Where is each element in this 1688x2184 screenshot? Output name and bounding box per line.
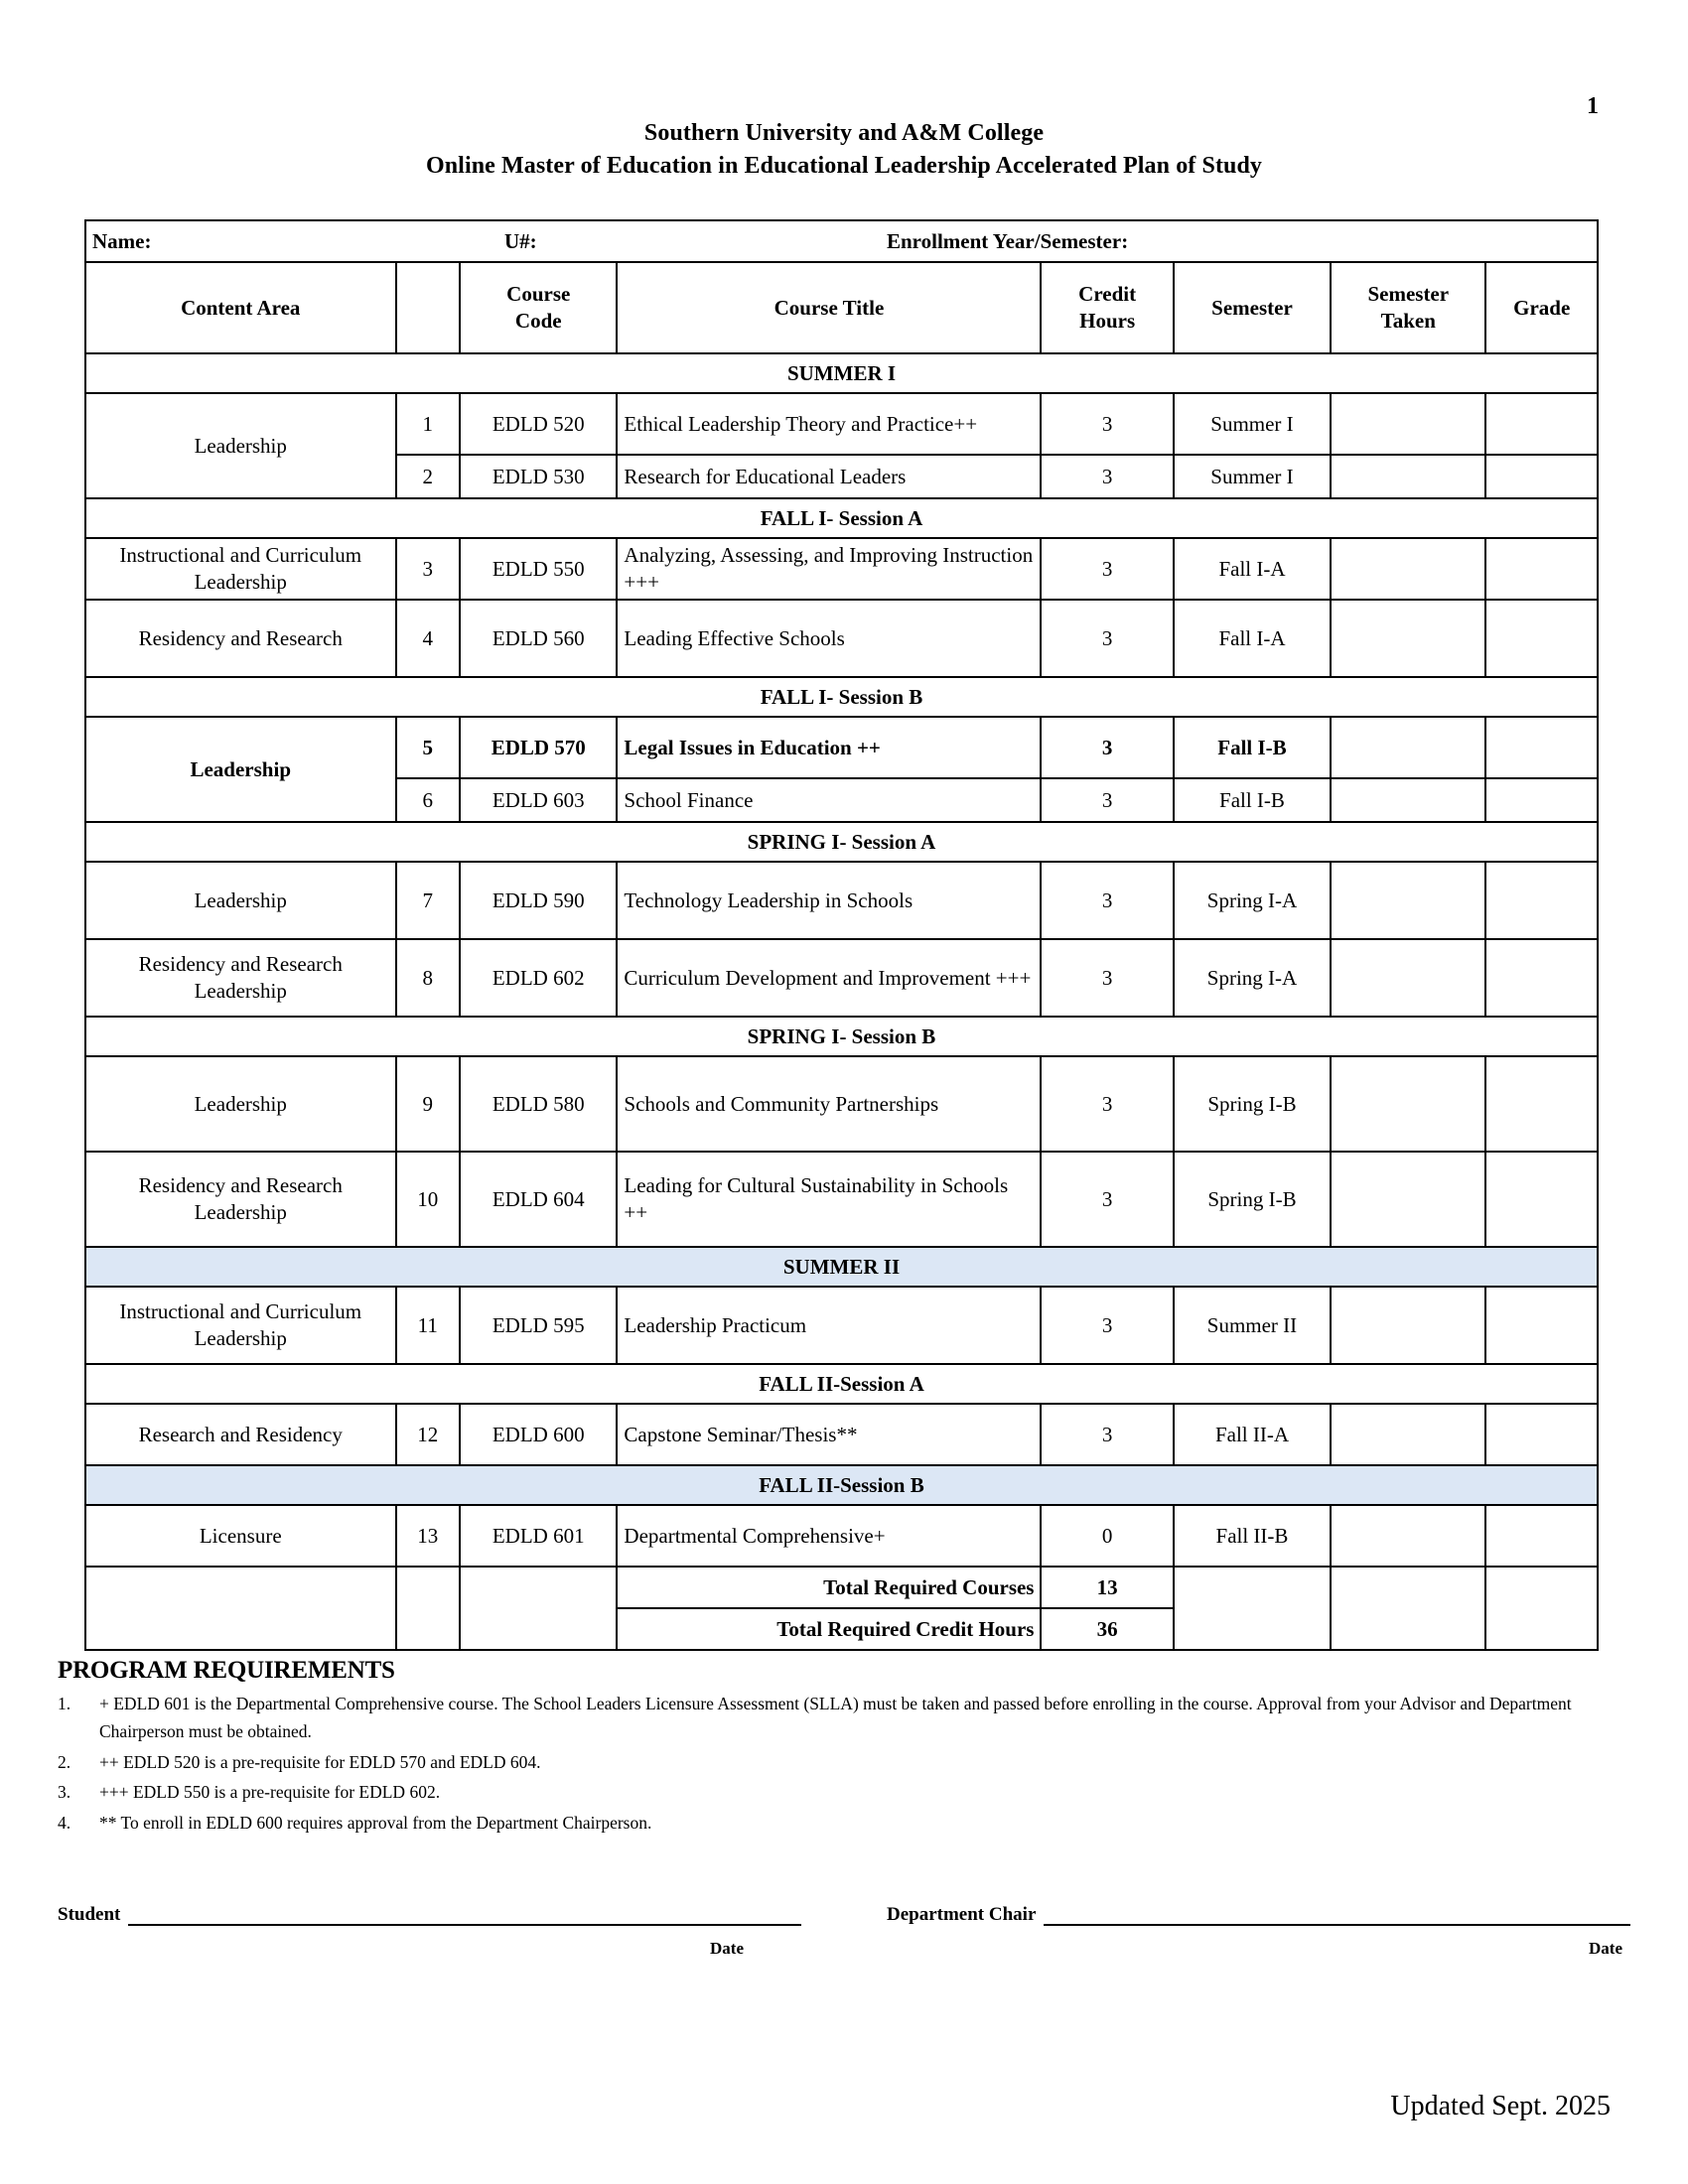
plan-of-study-table	[84, 219, 1599, 1651]
identity-row	[85, 220, 1598, 262]
header-course-code	[460, 262, 617, 353]
table-row	[85, 717, 1598, 778]
row-semester: Summer I	[1174, 393, 1331, 455]
table-row	[85, 1287, 1598, 1364]
totals-blank-semester	[1174, 1567, 1331, 1650]
row-index: 13	[396, 1505, 461, 1567]
row-credit-hours: 3	[1041, 455, 1173, 498]
row-credit-hours: 3	[1041, 939, 1173, 1017]
header-index	[396, 262, 461, 353]
department-chair-signature-field[interactable]	[1044, 1900, 1630, 1926]
totals-blank-area	[85, 1567, 396, 1650]
requirement-text: +++ EDLD 550 is a pre-requisite for EDLD 602.	[99, 1782, 441, 1803]
row-grade[interactable]	[1485, 862, 1598, 939]
signature-section	[58, 1900, 1630, 1959]
footer-updated-date: Updated Sept. 2025	[1390, 2091, 1611, 2121]
student-label: Student	[58, 1904, 121, 1926]
table-row	[85, 1404, 1598, 1465]
row-content-area: Licensure	[85, 1505, 396, 1567]
requirement-text: + EDLD 601 is the Departmental Comprehensive course. The School Leaders Licensure Assessment (SLLA) must be taken and passed before enrolling in the course. Approval from your Advisor and Department Chairperson must be obtained.	[99, 1694, 1572, 1741]
section-band-spring-i-b	[85, 1017, 1598, 1056]
row-index: 8	[396, 939, 461, 1017]
row-index: 3	[396, 538, 461, 600]
row-semester-taken[interactable]	[1331, 455, 1485, 498]
totals-blank-taken	[1331, 1567, 1485, 1650]
section-band-fall-ii-b	[85, 1465, 1598, 1505]
row-course-title: School Finance	[617, 778, 1041, 822]
student-signature-group	[58, 1900, 801, 1959]
department-chair-signature-group	[887, 1900, 1630, 1959]
identity-row-cell[interactable]	[85, 220, 1598, 262]
row-course-code: EDLD 580	[460, 1056, 617, 1152]
row-course-title: Analyzing, Assessing, and Improving Instruction +++	[617, 538, 1041, 600]
header-credit-hours-line2: Hours	[1079, 309, 1136, 334]
row-semester: Spring I-B	[1174, 1152, 1331, 1247]
u-number-label: U#:	[504, 228, 537, 253]
row-semester-taken[interactable]	[1331, 1505, 1485, 1567]
row-course-title: Leading for Cultural Sustainability in Schools ++	[617, 1152, 1041, 1247]
header-course-code-line2: Code	[514, 309, 562, 334]
header-course-code-line1: Course	[506, 282, 571, 307]
row-course-code: EDLD 604	[460, 1152, 617, 1247]
row-grade[interactable]	[1485, 1056, 1598, 1152]
row-content-area: Instructional and Curriculum Leadership	[85, 1287, 396, 1364]
total-required-credit-hours-value: 36	[1041, 1608, 1173, 1650]
requirement-item	[58, 1749, 1628, 1777]
table-row	[85, 862, 1598, 939]
row-grade[interactable]	[1485, 1287, 1598, 1364]
row-semester-taken[interactable]	[1331, 393, 1485, 455]
section-band-label: FALL II-Session A	[85, 1364, 1598, 1404]
department-chair-signature-line	[887, 1900, 1630, 1926]
student-date-label: Date	[710, 1939, 744, 1959]
header-credit-hours	[1041, 262, 1173, 353]
row-credit-hours: 3	[1041, 717, 1173, 778]
row-content-area: Residency and Research Leadership	[85, 939, 396, 1017]
row-semester: Fall I-A	[1174, 538, 1331, 600]
section-band-label: SPRING I- Session A	[85, 822, 1598, 862]
student-signature-field[interactable]	[128, 1900, 801, 1926]
row-credit-hours: 3	[1041, 600, 1173, 677]
section-band-fall-i-a	[85, 498, 1598, 538]
row-grade[interactable]	[1485, 393, 1598, 455]
row-grade[interactable]	[1485, 778, 1598, 822]
row-semester-taken[interactable]	[1331, 939, 1485, 1017]
table-row	[85, 538, 1598, 600]
row-index: 10	[396, 1152, 461, 1247]
row-credit-hours: 3	[1041, 393, 1173, 455]
row-semester: Summer II	[1174, 1287, 1331, 1364]
row-grade[interactable]	[1485, 455, 1598, 498]
program-requirements-section	[58, 1657, 1628, 1837]
title-line-2: Online Master of Education in Educational Leadership Accelerated Plan of Study	[425, 153, 1263, 180]
document-title-block	[0, 0, 1688, 183]
requirement-number: 2.	[58, 1751, 71, 1772]
row-credit-hours: 3	[1041, 538, 1173, 600]
requirement-number: 1.	[58, 1694, 71, 1714]
row-content-area: Leadership	[85, 1056, 396, 1152]
header-grade: Grade	[1485, 262, 1598, 353]
header-semester: Semester	[1174, 262, 1331, 353]
row-index: 6	[396, 778, 461, 822]
table-row	[85, 393, 1598, 455]
requirement-item	[58, 1810, 1628, 1838]
header-semester-taken-line2: Taken	[1380, 309, 1436, 334]
totals-blank-index	[396, 1567, 461, 1650]
row-index: 1	[396, 393, 461, 455]
row-semester-taken[interactable]	[1331, 717, 1485, 778]
row-semester-taken[interactable]	[1331, 1404, 1485, 1465]
row-semester: Fall I-A	[1174, 600, 1331, 677]
row-semester-taken[interactable]	[1331, 1152, 1485, 1247]
row-course-code: EDLD 560	[460, 600, 617, 677]
row-semester: Fall I-B	[1174, 778, 1331, 822]
row-index: 5	[396, 717, 461, 778]
row-grade[interactable]	[1485, 600, 1598, 677]
total-required-courses-label: Total Required Courses	[617, 1567, 1041, 1608]
row-course-title: Technology Leadership in Schools	[617, 862, 1041, 939]
enrollment-label: Enrollment Year/Semester:	[887, 228, 1129, 253]
section-band-fall-i-b	[85, 677, 1598, 717]
row-course-title: Leadership Practicum	[617, 1287, 1041, 1364]
section-band-label: FALL I- Session B	[85, 677, 1598, 717]
row-content-area: Leadership	[85, 393, 396, 498]
total-required-credit-hours-label: Total Required Credit Hours	[617, 1608, 1041, 1650]
row-semester: Spring I-B	[1174, 1056, 1331, 1152]
total-required-courses-value: 13	[1041, 1567, 1173, 1608]
row-course-code: EDLD 530	[460, 455, 617, 498]
name-label: Name:	[92, 228, 152, 253]
row-index: 2	[396, 455, 461, 498]
requirement-number: 3.	[58, 1782, 71, 1803]
section-band-label: SPRING I- Session B	[85, 1017, 1598, 1056]
row-semester-taken[interactable]	[1331, 862, 1485, 939]
program-requirements-heading: PROGRAM REQUIREMENTS	[58, 1657, 395, 1685]
row-semester-taken[interactable]	[1331, 1056, 1485, 1152]
totals-blank-code	[460, 1567, 617, 1650]
header-course-title: Course Title	[617, 262, 1041, 353]
row-credit-hours: 3	[1041, 1404, 1173, 1465]
row-credit-hours: 3	[1041, 862, 1173, 939]
table-row	[85, 600, 1598, 677]
column-header-row	[85, 262, 1598, 353]
row-course-code: EDLD 595	[460, 1287, 617, 1364]
row-course-code: EDLD 603	[460, 778, 617, 822]
row-course-title: Schools and Community Partnerships	[617, 1056, 1041, 1152]
header-semester-taken-line1: Semester	[1367, 282, 1450, 307]
row-course-code: EDLD 602	[460, 939, 617, 1017]
row-course-title: Legal Issues in Education ++	[617, 717, 1041, 778]
table-row	[85, 1505, 1598, 1567]
row-semester: Spring I-A	[1174, 939, 1331, 1017]
section-band-label: FALL II-Session B	[85, 1465, 1598, 1505]
row-credit-hours: 3	[1041, 1152, 1173, 1247]
requirement-text: ** To enroll in EDLD 600 requires approval from the Department Chairperson.	[99, 1812, 652, 1833]
row-credit-hours: 3	[1041, 1056, 1173, 1152]
row-course-code: EDLD 570	[460, 717, 617, 778]
row-content-area: Leadership	[85, 717, 396, 822]
row-course-title: Departmental Comprehensive+	[617, 1505, 1041, 1567]
row-semester-taken[interactable]	[1331, 1287, 1485, 1364]
row-course-title: Leading Effective Schools	[617, 600, 1041, 677]
row-index: 12	[396, 1404, 461, 1465]
table-row	[85, 1056, 1598, 1152]
row-grade[interactable]	[1485, 939, 1598, 1017]
section-band-summer-i	[85, 353, 1598, 393]
row-course-title: Ethical Leadership Theory and Practice++	[617, 393, 1041, 455]
row-course-title: Research for Educational Leaders	[617, 455, 1041, 498]
row-credit-hours: 3	[1041, 1287, 1173, 1364]
header-content-area: Content Area	[85, 262, 396, 353]
row-semester: Fall II-B	[1174, 1505, 1331, 1567]
row-index: 11	[396, 1287, 461, 1364]
row-semester-taken[interactable]	[1331, 778, 1485, 822]
totals-blank-grade	[1485, 1567, 1598, 1650]
row-grade[interactable]	[1485, 1404, 1598, 1465]
row-content-area: Residency and Research	[85, 600, 396, 677]
row-grade[interactable]	[1485, 538, 1598, 600]
student-signature-line	[58, 1900, 801, 1926]
row-semester: Spring I-A	[1174, 862, 1331, 939]
row-credit-hours: 3	[1041, 778, 1173, 822]
row-semester: Fall II-A	[1174, 1404, 1331, 1465]
department-chair-date-label: Date	[1589, 1939, 1622, 1959]
row-semester: Fall I-B	[1174, 717, 1331, 778]
row-credit-hours: 0	[1041, 1505, 1173, 1567]
section-band-label: FALL I- Session A	[85, 498, 1598, 538]
row-index: 7	[396, 862, 461, 939]
requirement-item	[58, 1779, 1628, 1807]
requirement-item	[58, 1691, 1628, 1745]
row-semester: Summer I	[1174, 455, 1331, 498]
row-course-code: EDLD 601	[460, 1505, 617, 1567]
row-content-area: Leadership	[85, 862, 396, 939]
row-semester-taken[interactable]	[1331, 538, 1485, 600]
header-semester-taken	[1331, 262, 1485, 353]
department-chair-label: Department Chair	[887, 1904, 1037, 1926]
row-content-area: Residency and Research Leadership	[85, 1152, 396, 1247]
row-course-code: EDLD 600	[460, 1404, 617, 1465]
row-semester-taken[interactable]	[1331, 600, 1485, 677]
section-band-summer-ii	[85, 1247, 1598, 1287]
row-grade[interactable]	[1485, 1152, 1598, 1247]
section-band-spring-i-a	[85, 822, 1598, 862]
table-row	[85, 939, 1598, 1017]
row-course-title: Capstone Seminar/Thesis**	[617, 1404, 1041, 1465]
table-row	[85, 1152, 1598, 1247]
row-content-area: Research and Residency	[85, 1404, 396, 1465]
page-number: 1	[1587, 93, 1599, 119]
requirement-number: 4.	[58, 1812, 71, 1833]
section-band-fall-ii-a	[85, 1364, 1598, 1404]
row-index: 9	[396, 1056, 461, 1152]
title-line-1: Southern University and A&M College	[643, 120, 1045, 146]
section-band-label: SUMMER I	[85, 353, 1598, 393]
row-course-code: EDLD 550	[460, 538, 617, 600]
row-course-title: Curriculum Development and Improvement +++	[617, 939, 1041, 1017]
row-course-code: EDLD 590	[460, 862, 617, 939]
requirement-text: ++ EDLD 520 is a pre-requisite for EDLD 570 and EDLD 604.	[99, 1751, 541, 1772]
row-content-area: Instructional and Curriculum Leadership	[85, 538, 396, 600]
header-credit-hours-line1: Credit	[1078, 282, 1137, 307]
row-course-code: EDLD 520	[460, 393, 617, 455]
row-grade[interactable]	[1485, 717, 1598, 778]
row-grade[interactable]	[1485, 1505, 1598, 1567]
plan-of-study-table-wrap	[84, 219, 1599, 1651]
totals-row-courses	[85, 1567, 1598, 1608]
section-band-label: SUMMER II	[85, 1247, 1598, 1287]
row-index: 4	[396, 600, 461, 677]
